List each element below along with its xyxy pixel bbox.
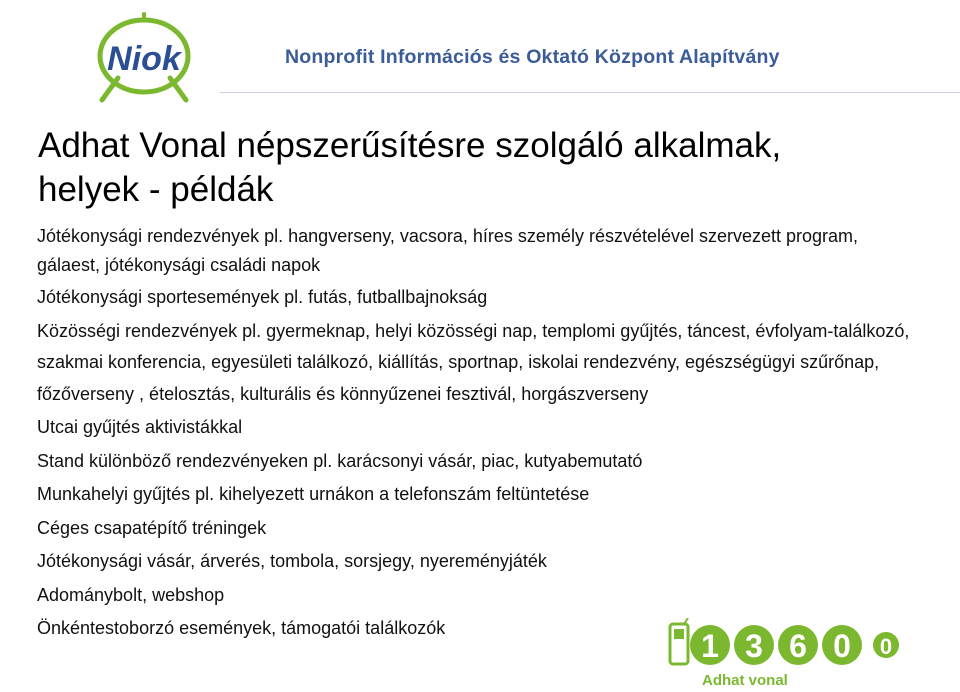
digit: 0 xyxy=(833,628,851,664)
list-item: Jótékonysági vásár, árverés, tombola, sorsjegy, nyereményjáték xyxy=(37,551,547,571)
list-item: Utcai gyűjtés aktivistákkal xyxy=(37,417,243,437)
list-item: Stand különböző rendezvényeken pl. karácsonyi vásár, piac, kutyabemutató xyxy=(37,450,643,471)
title-line-1: Adhat Vonal népszerűsítésre szolgáló alkalmak, xyxy=(38,126,782,165)
list-item: Céges csapatépítő tréningek xyxy=(37,517,267,538)
list-item: Adománybolt, webshop xyxy=(37,584,225,605)
brand-tagline: Adhat vonal xyxy=(702,672,788,689)
list-item: Önkéntestoborzó események, támogatói találkozók xyxy=(37,618,446,638)
adhat-vonal-logo xyxy=(668,618,900,690)
organization-name: Nonprofit Információs és Oktató Központ Alapítvány xyxy=(285,46,780,68)
digit: 3 xyxy=(745,628,763,664)
niok-logo xyxy=(92,12,196,104)
slide-title xyxy=(38,124,898,212)
list-item: Munkahelyi gyűjtés pl. kihelyezett urnákon a telefonszám feltüntetése xyxy=(37,484,590,504)
digit: 6 xyxy=(789,628,807,664)
example-list xyxy=(37,222,917,647)
digit: 0 xyxy=(879,634,893,659)
logo-text: Niok xyxy=(107,40,181,78)
list-item: Jótékonysági rendezvények pl. hangverseny, vacsora, híres személy részvételével szervezett program, gálaest, jótékonysági családi napok xyxy=(37,226,859,275)
header-divider xyxy=(220,92,960,93)
list-item: Közösségi rendezvények pl. gyermeknap, helyi közösségi nap, templomi gyűjtés, táncest, évfolyam-találkozó, szakmai konferencia, egyesületi találkozó, kiállítás, sportnap, iskolai rendezvény, egészségügyi szűrőnap, főzőverseny , ételosztás, kulturális és könnyűzenei fesztivál, horgászverseny xyxy=(37,320,910,404)
phone-icon xyxy=(670,618,688,664)
digit: 1 xyxy=(701,628,719,664)
slide-header xyxy=(0,0,960,110)
title-line-2: helyek - példák xyxy=(38,170,274,209)
list-item: Jótékonysági sportesemények pl. futás, futballbajnokság xyxy=(37,287,488,307)
